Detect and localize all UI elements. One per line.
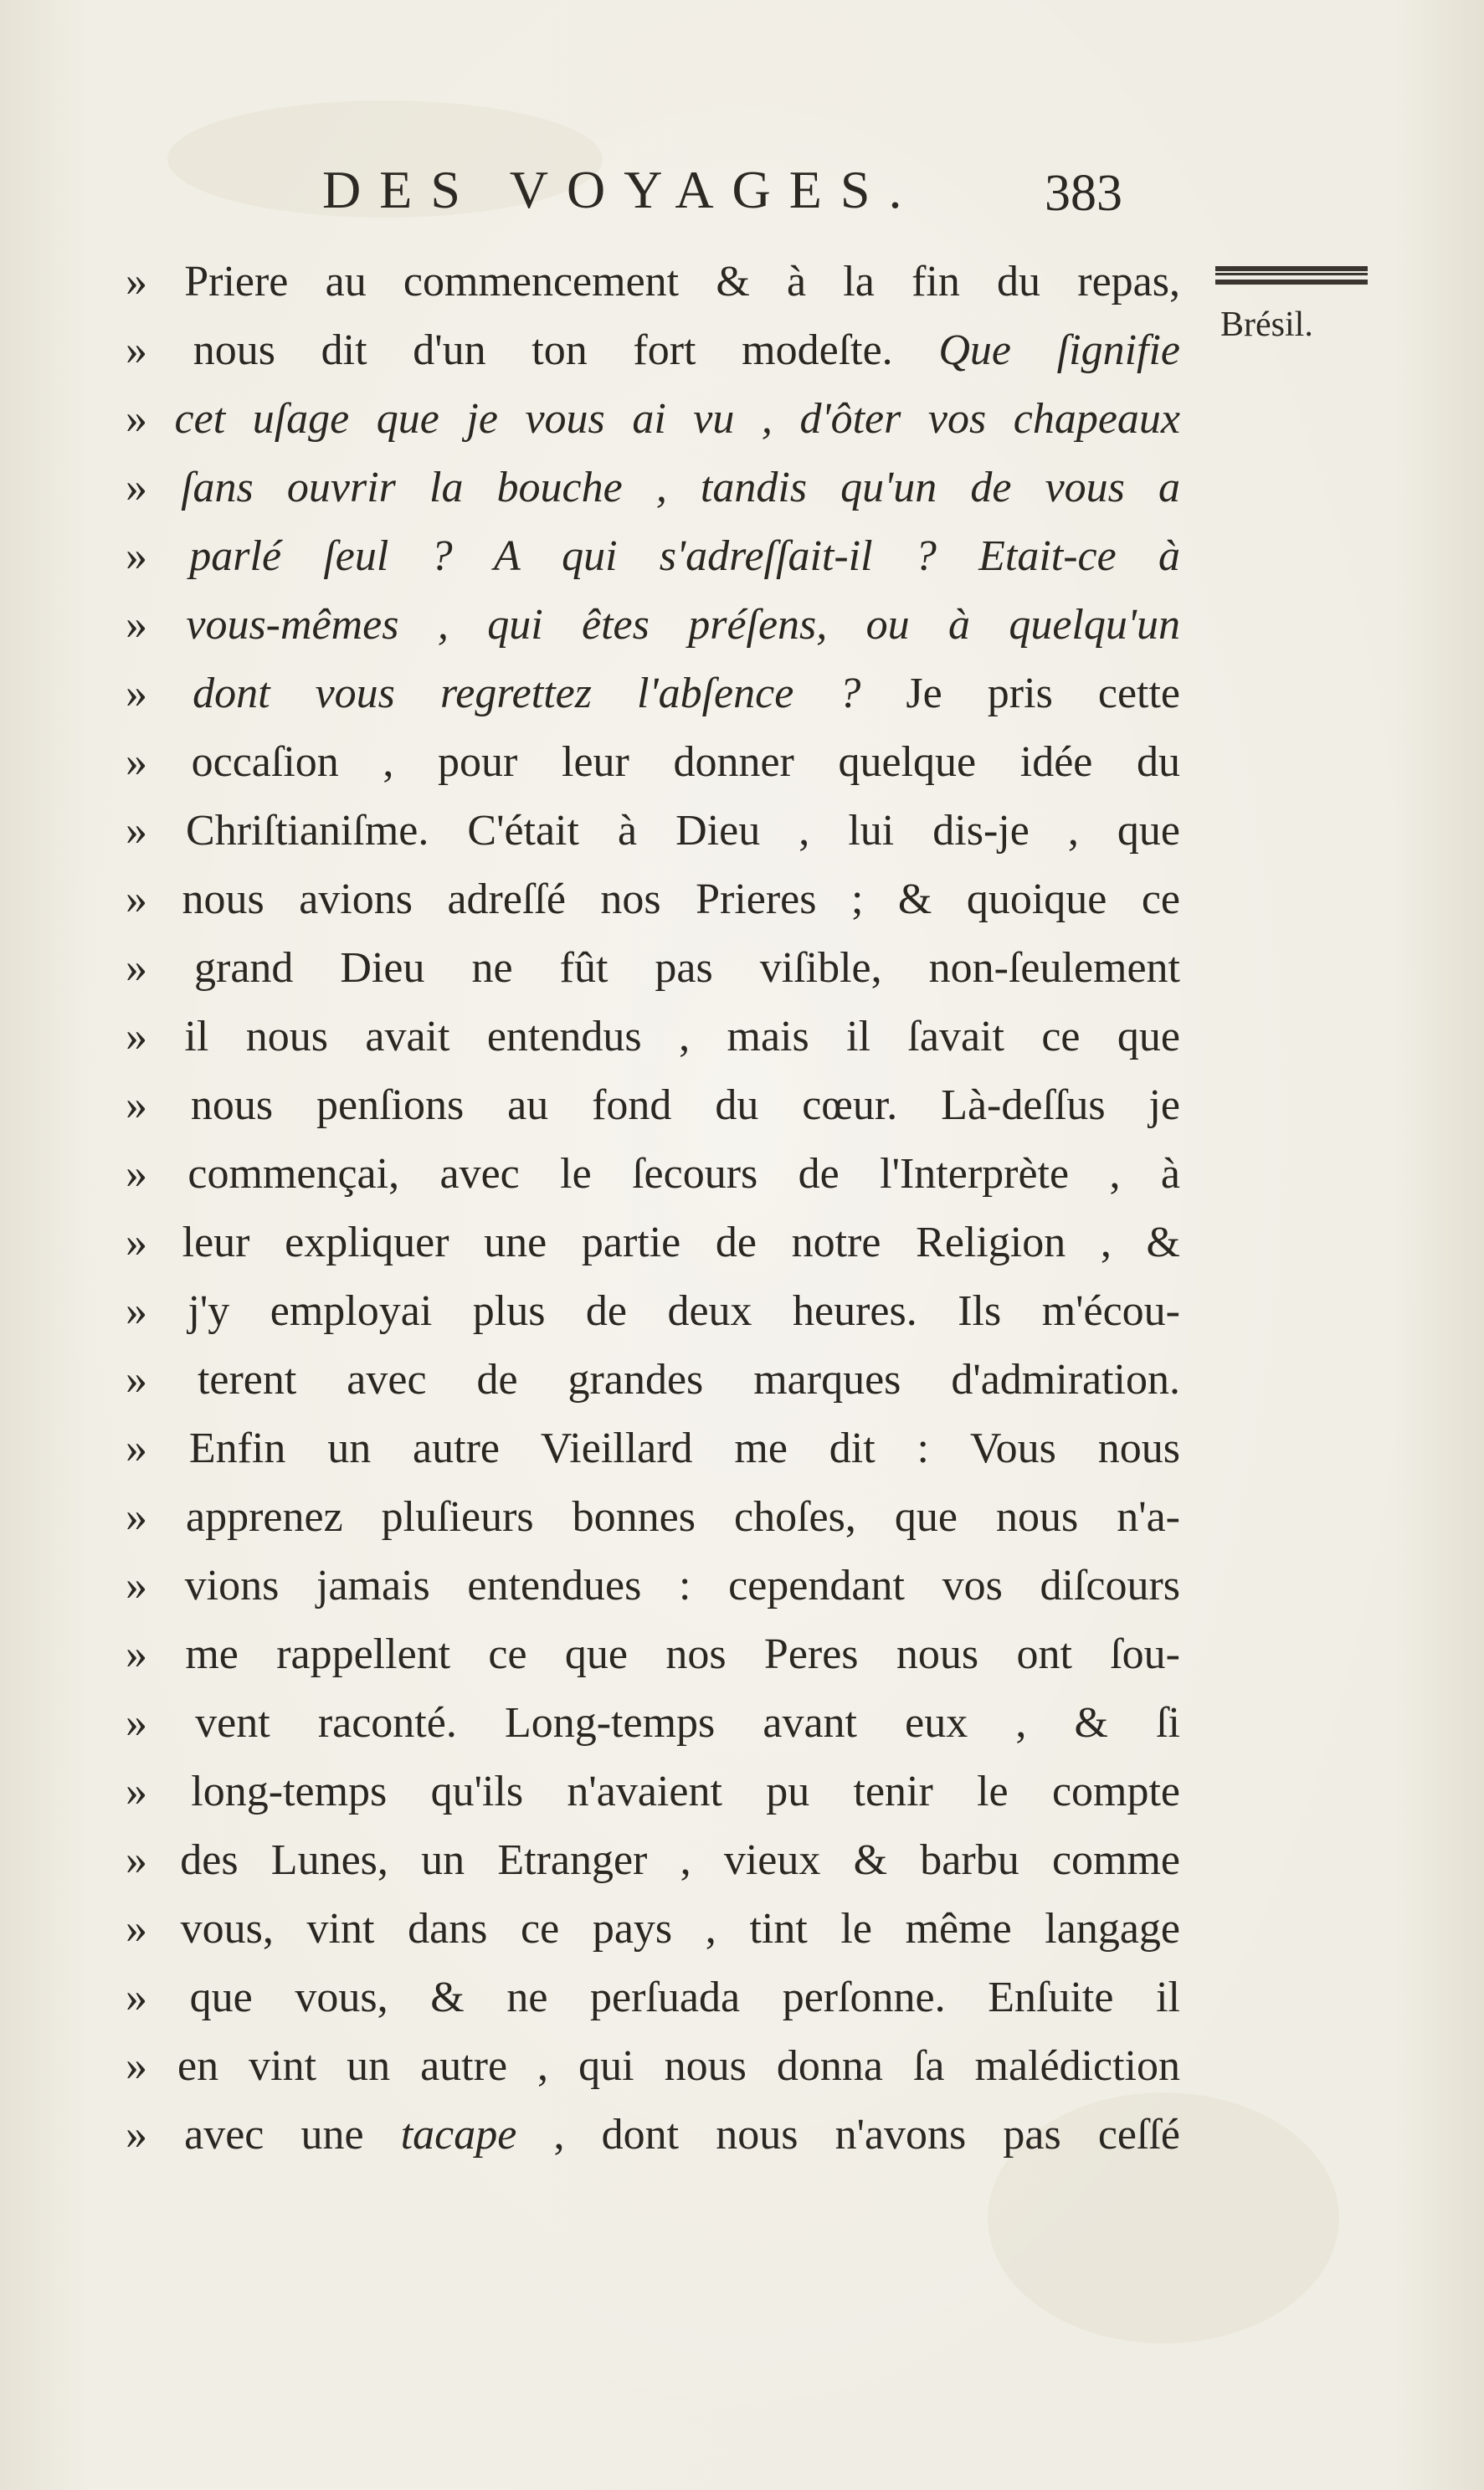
line-text: » vions jamais entendues : cependant vos diſcours	[126, 1562, 1180, 1610]
line-text: » occaſion , pour leur donner quelque idée du	[126, 738, 1180, 786]
line-text: Je pris cette	[860, 670, 1181, 717]
margin-note: Brésil.	[1220, 305, 1313, 344]
line-text: » grand Dieu ne fût pas viſible, non-ſeulement	[126, 944, 1180, 992]
text-line	[126, 1140, 1180, 1209]
line-text: » nous dit d'un ton fort modeſte.	[126, 326, 939, 374]
text-line	[126, 385, 1180, 454]
text-line	[126, 1689, 1180, 1758]
text-line	[126, 248, 1180, 316]
text-line	[126, 2101, 1180, 2169]
line-text: » Chriſtianiſme. C'était à Dieu , lui dis-je , que	[126, 807, 1180, 855]
line-text: » vous, vint dans ce pays , tint le même langage	[126, 1905, 1180, 1953]
line-text: » terent avec de grandes marques d'admiration.	[126, 1356, 1180, 1404]
line-text: » avec une	[126, 2111, 401, 2159]
text-line	[126, 865, 1180, 934]
line-text: » commençai, avec le ſecours de l'Interprète , à	[126, 1150, 1180, 1198]
line-italic-text: tacape	[400, 2111, 517, 2159]
line-text: » apprenez pluſieurs bonnes choſes, que nous n'a-	[126, 1493, 1180, 1541]
line-text: » Enfin un autre Vieillard me dit : Vous nous	[126, 1425, 1180, 1472]
text-line	[126, 934, 1180, 1003]
line-italic-text: Que ſignifie	[938, 326, 1180, 374]
line-text: »	[126, 670, 193, 717]
line-text: » j'y employai plus de deux heures. Ils m'écou-	[126, 1287, 1180, 1335]
line-text: » me rappellent ce que nos Peres nous ont ſou-	[126, 1630, 1180, 1678]
text-line	[126, 1552, 1180, 1620]
line-italic-text: ſans ouvrir la bouche , tandis qu'un de vous a	[181, 464, 1180, 511]
text-line	[126, 454, 1180, 522]
line-text: »	[126, 532, 190, 580]
text-line	[126, 1071, 1180, 1140]
text-line	[126, 797, 1180, 865]
line-text: »	[126, 601, 187, 649]
text-line	[126, 1964, 1180, 2032]
text-line	[126, 660, 1180, 728]
text-line	[126, 1620, 1180, 1689]
line-text: »	[126, 464, 182, 511]
margin-rule	[1215, 266, 1368, 285]
text-line	[126, 1277, 1180, 1346]
line-text: » que vous, & ne perſuada perſonne. Enſuite il	[126, 1974, 1180, 2021]
line-text: , dont nous n'avons pas ceſſé	[516, 2111, 1180, 2159]
text-line	[126, 728, 1180, 797]
line-text: » nous avions adreſſé nos Prieres ; & quoique ce	[126, 875, 1180, 923]
text-line	[126, 2032, 1180, 2101]
text-line	[126, 1346, 1180, 1414]
line-italic-text: dont vous regrettez l'abſence ?	[193, 670, 861, 717]
text-line	[126, 1758, 1180, 1826]
text-line	[126, 1826, 1180, 1895]
line-text: » vent raconté. Long-temps avant eux , & ſi	[126, 1699, 1180, 1747]
line-text: » leur expliquer une partie de notre Religion , &	[126, 1219, 1180, 1266]
line-text: » en vint un autre , qui nous donna ſa malédiction	[126, 2042, 1180, 2090]
text-line	[126, 1483, 1180, 1552]
line-text: »	[126, 395, 175, 443]
running-head: DES VOYAGES.	[322, 160, 921, 219]
body-text	[126, 248, 1180, 2169]
line-italic-text: vous-mêmes , qui êtes préſens, ou à quelqu'un	[186, 601, 1181, 649]
text-line	[126, 1209, 1180, 1277]
line-italic-text: cet uſage que je vous ai vu , d'ôter vos chapeaux	[174, 395, 1181, 443]
text-line	[126, 316, 1180, 385]
line-text: » Priere au commencement & à la fin du repas,	[126, 258, 1180, 305]
line-text: » il nous avait entendus , mais il ſavait ce que	[126, 1013, 1180, 1060]
line-text: » des Lunes, un Etranger , vieux & barbu comme	[126, 1836, 1180, 1884]
text-line	[126, 591, 1180, 660]
line-italic-text: parlé ſeul ? A qui s'adreſſait-il ? Etait-ce à	[189, 532, 1180, 580]
text-line	[126, 1003, 1180, 1071]
page-number: 383	[1045, 165, 1122, 222]
line-text: » nous penſions au fond du cœur. Là-deſſus je	[126, 1081, 1180, 1129]
text-line	[126, 1895, 1180, 1964]
line-text: » long-temps qu'ils n'avaient pu tenir le compte	[126, 1768, 1180, 1815]
text-line	[126, 522, 1180, 591]
text-line	[126, 1414, 1180, 1483]
